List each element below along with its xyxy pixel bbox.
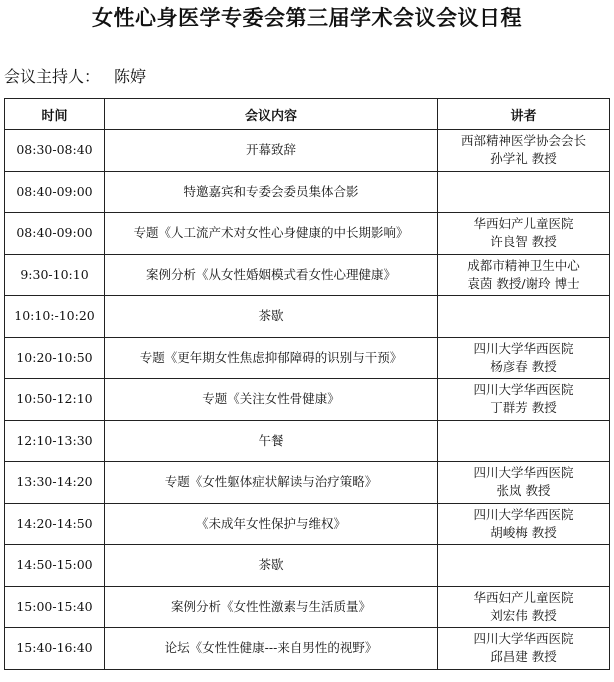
schedule-table	[4, 98, 610, 670]
host-label: 会议主持人：	[4, 67, 101, 86]
speaker-cell	[438, 213, 610, 255]
speaker-name: 刘宏伟 教授	[490, 607, 557, 623]
table-row	[5, 171, 610, 213]
content-cell: 案例分析《女性性激素与生活质量》	[105, 586, 438, 628]
content-cell: 特邀嘉宾和专委会委员集体合影	[105, 171, 438, 213]
schedule-body	[5, 130, 610, 670]
time-cell: 15:40-16:40	[5, 628, 105, 670]
host-line	[4, 66, 146, 88]
content-cell: 茶歇	[105, 545, 438, 587]
content-cell: 案例分析《从女性婚姻模式看女性心理健康》	[105, 254, 438, 296]
table-row	[5, 462, 610, 504]
speaker-cell	[438, 628, 610, 670]
speaker-name: 许良智 教授	[490, 234, 557, 250]
speaker-name: 邱昌建 教授	[490, 649, 557, 665]
time-cell: 10:20-10:50	[5, 337, 105, 379]
time-cell: 10:50-12:10	[5, 379, 105, 421]
speaker-cell	[438, 503, 610, 545]
speaker-cell	[438, 254, 610, 296]
table-row	[5, 337, 610, 379]
time-cell: 9:30-10:10	[5, 254, 105, 296]
speaker-name: 孙学礼 教授	[490, 151, 557, 167]
speaker-affiliation: 西部精神医学协会会长	[460, 133, 586, 149]
speaker-cell	[438, 171, 610, 213]
table-row	[5, 379, 610, 421]
speaker-affiliation: 四川大学华西医院	[473, 340, 574, 356]
time-cell: 10:10:-10:20	[5, 296, 105, 338]
speaker-cell	[438, 462, 610, 504]
speaker-affiliation: 四川大学华西医院	[473, 382, 574, 398]
table-row	[5, 130, 610, 172]
time-cell: 14:50-15:00	[5, 545, 105, 587]
time-cell: 12:10-13:30	[5, 420, 105, 462]
speaker-cell	[438, 379, 610, 421]
speaker-affiliation: 华西妇产儿童医院	[473, 589, 574, 605]
speaker-affiliation: 四川大学华西医院	[473, 506, 574, 522]
table-row	[5, 628, 610, 670]
content-cell: 专题《更年期女性焦虑抑郁障碍的识别与干预》	[105, 337, 438, 379]
host-name: 陈婷	[114, 67, 147, 86]
speaker-affiliation: 华西妇产儿童医院	[473, 216, 574, 232]
speaker-name: 胡峻梅 教授	[490, 524, 557, 540]
table-row	[5, 503, 610, 545]
table-row	[5, 254, 610, 296]
speaker-name: 丁群芳 教授	[490, 400, 557, 416]
speaker-name: 袁茵 教授/谢玲 博士	[467, 275, 580, 291]
header-content: 会议内容	[105, 99, 438, 130]
content-cell: 专题《人工流产术对女性心身健康的中长期影响》	[105, 213, 438, 255]
content-cell: 《未成年女性保护与维权》	[105, 503, 438, 545]
speaker-cell	[438, 130, 610, 172]
header-speaker: 讲者	[438, 99, 610, 130]
table-row	[5, 545, 610, 587]
header-row	[5, 99, 610, 130]
table-row	[5, 586, 610, 628]
time-cell: 13:30-14:20	[5, 462, 105, 504]
header-time: 时间	[5, 99, 105, 130]
content-cell: 茶歇	[105, 296, 438, 338]
table-row	[5, 213, 610, 255]
speaker-cell	[438, 420, 610, 462]
speaker-affiliation: 四川大学华西医院	[473, 631, 574, 647]
page-title: 女性心身医学专委会第三届学术会议会议日程	[92, 6, 522, 30]
time-cell: 15:00-15:40	[5, 586, 105, 628]
time-cell: 08:40-09:00	[5, 171, 105, 213]
speaker-cell	[438, 586, 610, 628]
table-row	[5, 296, 610, 338]
table-row	[5, 420, 610, 462]
speaker-name: 杨彦春 教授	[490, 358, 557, 374]
content-cell: 午餐	[105, 420, 438, 462]
speaker-cell	[438, 296, 610, 338]
speaker-name: 张岚 教授	[496, 483, 551, 499]
time-cell: 14:20-14:50	[5, 503, 105, 545]
speaker-cell	[438, 545, 610, 587]
speaker-cell	[438, 337, 610, 379]
content-cell: 开幕致辞	[105, 130, 438, 172]
speaker-affiliation: 成都市精神卫生中心	[467, 257, 580, 273]
content-cell: 专题《女性躯体症状解读与治疗策略》	[105, 462, 438, 504]
content-cell: 论坛《女性性健康---来自男性的视野》	[105, 628, 438, 670]
speaker-affiliation: 四川大学华西医院	[473, 465, 574, 481]
time-cell: 08:30-08:40	[5, 130, 105, 172]
content-cell: 专题《关注女性骨健康》	[105, 379, 438, 421]
time-cell: 08:40-09:00	[5, 213, 105, 255]
